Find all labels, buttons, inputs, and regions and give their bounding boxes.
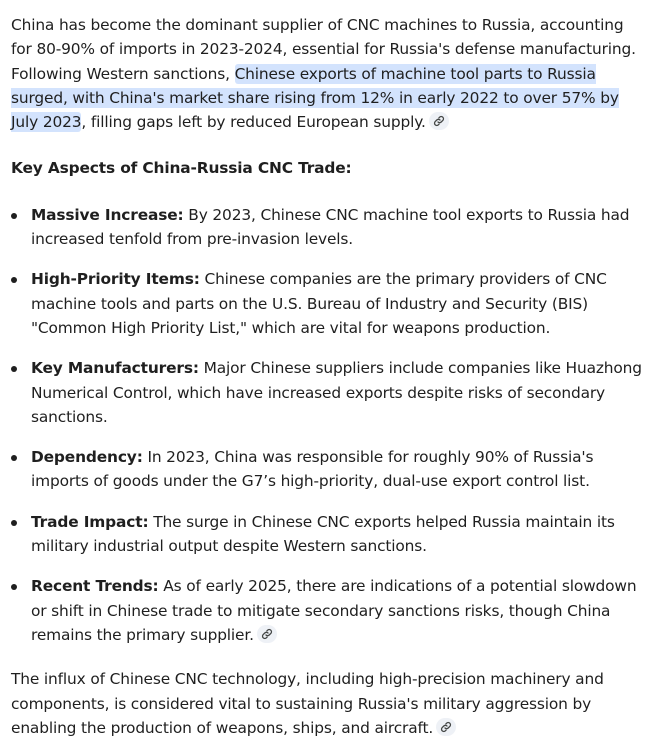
outro-paragraph xyxy=(11,667,642,740)
source-link-button[interactable] xyxy=(429,112,449,130)
list-item xyxy=(11,510,642,559)
item-label: Massive Increase: xyxy=(31,205,184,224)
intro-paragraph xyxy=(11,13,642,134)
item-text: By 2023, Chinese CNC machine tool exports to Russia had increased tenfold from pre-invasion levels. xyxy=(31,205,630,249)
link-icon xyxy=(261,628,273,640)
source-link-button[interactable] xyxy=(257,625,277,643)
outro-text: The influx of Chinese CNC technology, including high-precision machinery and components, is considered vital to sustaining Russia's military aggression by enabling the production of weapons, ships, and aircraft. xyxy=(11,670,604,737)
item-text: Chinese companies are the primary providers of CNC machine tools and parts on the U.S. Bureau of Industry and Security (BIS) "Common High Priority List," which are vital for weapons production. xyxy=(31,270,607,337)
bullet xyxy=(11,584,17,590)
list-item xyxy=(11,445,642,494)
bullet xyxy=(11,366,17,372)
link-icon xyxy=(440,721,452,733)
source-link-button[interactable] xyxy=(436,718,456,736)
list-item xyxy=(11,203,642,252)
item-label: Key Manufacturers: xyxy=(31,359,199,378)
section-heading: Key Aspects of China-Russia CNC Trade: xyxy=(11,159,352,178)
intro-text-end: , filling gaps left by reduced European supply. xyxy=(81,113,426,132)
item-text: As of early 2025, there are indications of a potential slowdown or shift in Chinese trade to mitigate secondary sanctions risks, though China remains the primary supplier. xyxy=(31,577,637,644)
item-text: The surge in Chinese CNC exports helped Russia maintain its military industrial output despite Western sanctions. xyxy=(31,512,615,556)
item-label: High-Priority Items: xyxy=(31,270,200,289)
item-text: In 2023, China was responsible for roughly 90% of Russia's imports of goods under the G7’s high-priority, dual-use export control list. xyxy=(31,448,594,491)
highlighted-citation-text[interactable]: Chinese exports of machine tool parts to Russia surged, with China's market share rising from 12% in early 2022 to over 57% by July 2023 xyxy=(11,64,619,132)
list-item xyxy=(11,574,642,647)
item-label: Dependency: xyxy=(31,448,143,467)
item-label: Recent Trends: xyxy=(31,577,159,596)
list-item xyxy=(11,267,642,340)
item-label: Trade Impact: xyxy=(31,512,149,531)
bullet xyxy=(11,455,17,461)
aspects-list xyxy=(11,203,642,647)
bullet xyxy=(11,520,17,526)
intro-text: China has become the dominant supplier of CNC machines to Russia, accounting for 80-90% of imports in 2023-2024, essential for Russia's defense manufacturing. Following Western sanctions, xyxy=(11,16,636,83)
item-text: Major Chinese suppliers include companies like Huazhong Numerical Control, which have increased exports despite risks of secondary sanctions. xyxy=(31,359,642,426)
bullet xyxy=(11,213,17,219)
bullet xyxy=(11,277,17,283)
link-icon xyxy=(433,115,445,127)
list-item xyxy=(11,356,642,429)
